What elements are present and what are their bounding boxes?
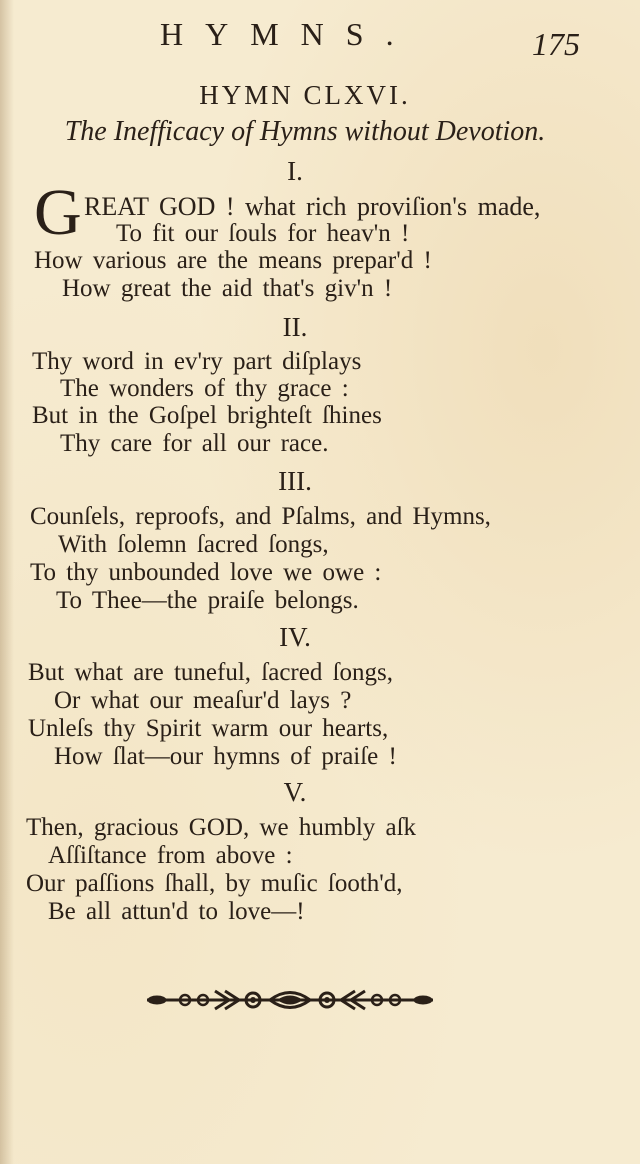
page-number: 175 [532,26,580,62]
verse-line: Then, gracious GOD, we humbly aſk [26,814,417,841]
verse-line: The wonders of thy grace : [60,375,349,402]
verse-line: To Thee—the praiſe belongs. [56,587,359,614]
hymn-number: HYMN CLXVI. [199,80,411,110]
drop-cap: G [34,176,82,249]
verse-line: Thy word in ev'ry part diſplays [32,348,362,375]
verse-line: How various are the means prepar'd ! [34,247,432,274]
running-head: HYMNS. [160,16,416,52]
verse-line: To fit our ſouls for heav'n ! [116,220,410,247]
verse-line: How ſlat—our hymns of praiſe ! [54,743,397,770]
verse-line: Counſels, reproofs, and Pſalms, and Hymns, [30,503,491,530]
verse-line: Be all attun'd to love—! [48,898,305,925]
verse-line: With ſolemn ſacred ſongs, [58,531,329,558]
verse-line: To thy unbounded love we owe : [30,559,382,586]
tailpiece-ornament-icon [145,983,435,1017]
verse-line: Our paſſions ſhall, by muſic ſooth'd, [26,870,403,897]
stanza-numeral: IV. [279,622,311,652]
stanza-numeral: I. [287,156,303,186]
verse-line: How great the aid that's giv'n ! [62,275,393,302]
verse-line: Aſſiſtance from above : [48,842,293,869]
stanza-numeral: II. [282,312,308,342]
verse-line: Or what our meaſur'd lays ? [54,687,352,714]
verse-line: Unleſs thy Spirit warm our hearts, [28,715,389,742]
verse-line: But in the Goſpel brighteſt ſhines [32,402,382,429]
verse-line: REAT GOD ! what rich proviſion's made, [84,192,541,221]
verse-line: But what are tuneful, ſacred ſongs, [28,659,394,686]
stanza-numeral: V. [283,777,307,807]
stanza-numeral: III. [278,466,312,496]
verse-line: Thy care for all our race. [60,430,329,457]
hymn-title: The Inefficacy of Hymns without Devotion. [64,116,546,147]
